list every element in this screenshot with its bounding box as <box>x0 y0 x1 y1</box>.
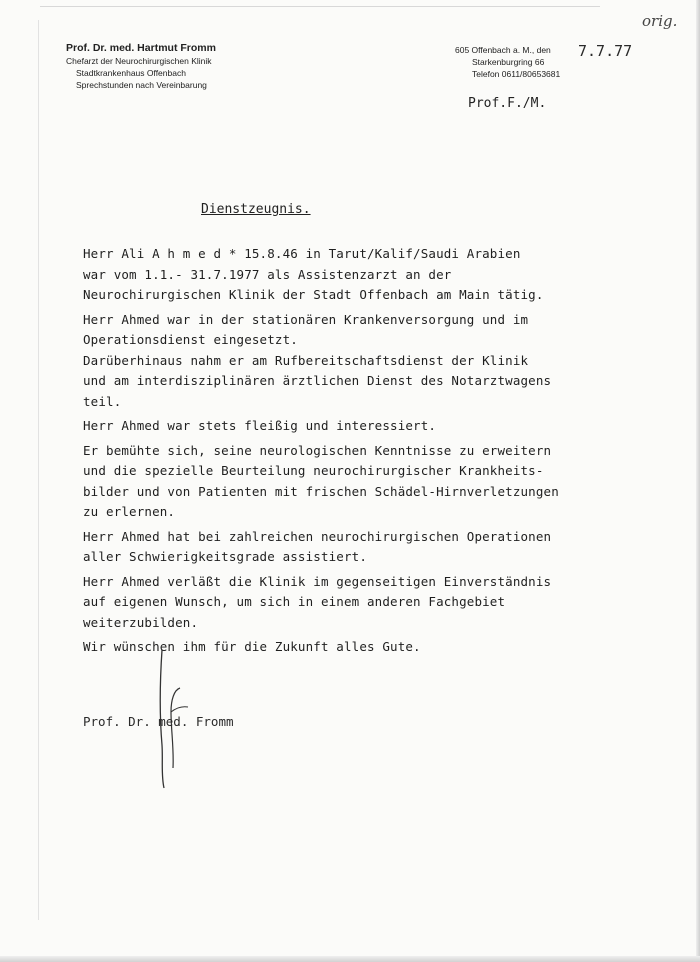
text-line: Operationsdienst eingesetzt. <box>83 332 298 347</box>
letterhead <box>66 41 296 91</box>
text-line: auf eigenen Wunsch, um sich in einem anderen Fachgebiet <box>83 594 506 609</box>
text-line: weiterzubilden. <box>83 614 199 630</box>
page-edge-left <box>38 20 39 920</box>
paragraph <box>83 310 623 413</box>
address-line: Telefon 0611/80653681 <box>472 69 561 79</box>
text-line: Herr Ahmed war stets fleißig und interessiert. <box>83 418 437 433</box>
text-line: Herr Ahmed verläßt die Klinik im gegenseitigen Einverständnis <box>83 573 552 589</box>
text-line: Er bemühte sich, seine neurologischen Kenntnisse zu erweitern <box>83 442 552 458</box>
handwritten-mark: orig. <box>642 12 678 30</box>
text-line: Herr Ahmed war in der stationären Krankenversorgung und im <box>83 311 529 327</box>
address-line: Starkenburgring 66 <box>472 57 545 67</box>
text-line: Wir wünschen ihm für die Zukunft alles Gute. <box>83 639 421 654</box>
text-line: Neurochirurgischen Klinik der Stadt Offenbach am Main tätig. <box>83 287 544 302</box>
date: 7.7.77 <box>578 42 633 60</box>
paragraph <box>83 244 623 306</box>
text-line: Herr Ahmed hat bei zahlreichen neurochirurgischen Operationen <box>83 528 552 544</box>
paragraph <box>83 441 623 523</box>
letterhead-line: Sprechstunden nach Vereinbarung <box>76 80 207 90</box>
text-line: und am interdisziplinären ärztlichen Dienst des Notarztwagens <box>83 373 552 388</box>
letterhead-name: Prof. Dr. med. Hartmut Fromm <box>66 42 216 54</box>
page-edge-top <box>40 6 600 7</box>
page-edge-bottom <box>0 956 700 962</box>
text-line: bilder und von Patienten mit frischen Schädel-Hirnverletzungen <box>83 483 559 499</box>
text-line: Herr Ali A h m e d * 15.8.46 in Tarut/Kalif/Saudi Arabien <box>83 246 521 261</box>
text-line: aller Schwierigkeitsgrade assistiert. <box>83 549 367 564</box>
address-line: 605 Offenbach a. M., den <box>455 45 551 55</box>
paragraph <box>83 572 623 634</box>
letterhead-line: Stadtkrankenhaus Offenbach <box>76 68 186 78</box>
text-line: war vom 1.1.- 31.7.1977 als Assistenzarzt an der <box>83 266 452 282</box>
letterhead-line: Chefarzt der Neurochirurgischen Klinik <box>66 56 212 66</box>
paragraph <box>83 416 623 437</box>
text-line: und die spezielle Beurteilung neurochirurgischer Krankheits- <box>83 463 544 478</box>
document-title: Dienstzeugnis. <box>201 202 311 217</box>
text-line: teil. <box>83 393 122 409</box>
reference: Prof.F./M. <box>468 96 547 111</box>
letter-body <box>83 244 623 662</box>
text-line: zu erlernen. <box>83 504 176 519</box>
page-edge-right <box>696 0 700 962</box>
text-line: Darüberhinaus nahm er am Rufbereitschaftsdienst der Klinik <box>83 352 529 368</box>
signature-name: Prof. Dr. med. Fromm <box>83 714 234 729</box>
paragraph <box>83 527 623 568</box>
